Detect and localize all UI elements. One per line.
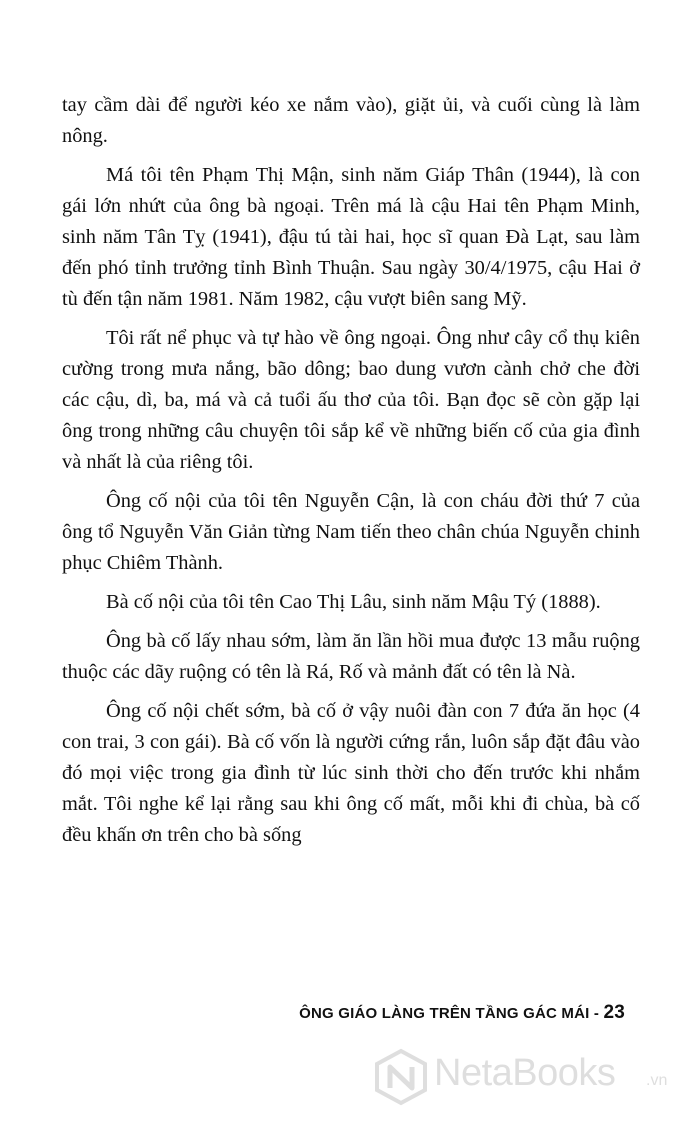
netabooks-logo-icon xyxy=(372,1048,430,1106)
paragraph-widow: Ông cố nội chết sớm, bà cố ở vậy nuôi đàn con 7 đứa ăn học (4 con trai, 3 con gái). Bà cố vốn là người cứng rắn, luôn sắp đặt đâu vào đó mọi việc trong gia đình từ lúc sinh thời cho đến trước khi nhắm mắt. Tôi nghe kể lại rằng sau khi ông cố mất, mỗi khi đi chùa, bà cố đều khấn ơn trên cho bà sống xyxy=(62,700,640,846)
footer-book-title: ÔNG GIÁO LÀNG TRÊN TẦNG GÁC MÁI - xyxy=(299,1005,604,1022)
paragraph-mother: Má tôi tên Phạm Thị Mận, sinh năm Giáp Thân (1944), là con gái lớn nhứt của ông bà ngoại. Trên má là cậu Hai tên Phạm Minh, sinh năm Tân Tỵ (1941), đậu tú tài hai, học sĩ quan Đà Lạt, sau làm đến phó tỉnh trưởng tỉnh Bình Thuận. Sau ngày 30/4/1975, cậu Hai ở tù đến tận năm 1981. Năm 1982, cậu vượt biên sang Mỹ. xyxy=(62,164,640,310)
body-text xyxy=(62,90,640,859)
watermark-brand: NetaBooks xyxy=(434,1052,616,1094)
watermark xyxy=(372,1046,692,1106)
paragraph-continued: tay cầm dài để người kéo xe nắm vào), giặt ủi, và cuối cùng là làm nông. xyxy=(62,94,640,147)
page-number: 23 xyxy=(603,1002,625,1023)
paragraph-great-grandfather: Ông cố nội của tôi tên Nguyễn Cận, là con cháu đời thứ 7 của ông tổ Nguyễn Văn Giản từng Nam tiến theo chân chúa Nguyễn chinh phục Chiêm Thành. xyxy=(62,490,640,574)
paragraph-land: Ông bà cố lấy nhau sớm, làm ăn lần hồi mua được 13 mẫu ruộng thuộc các dãy ruộng có tên là Rá, Rố và mảnh đất có tên là Nà. xyxy=(62,630,640,683)
watermark-suffix: .vn xyxy=(646,1072,668,1089)
running-footer xyxy=(299,1002,625,1024)
paragraph-great-grandmother: Bà cố nội của tôi tên Cao Thị Lâu, sinh năm Mậu Tý (1888). xyxy=(106,591,601,613)
paragraph-grandfather: Tôi rất nể phục và tự hào về ông ngoại. Ông như cây cổ thụ kiên cường trong mưa nắng, bão dông; bao dung vươn cành chở che đời các cậu, dì, ba, má và cả tuổi ấu thơ của tôi. Bạn đọc sẽ còn gặp lại ông trong những câu chuyện tôi sắp kể về những biến cố của gia đình và nhất là của riêng tôi. xyxy=(62,327,640,473)
